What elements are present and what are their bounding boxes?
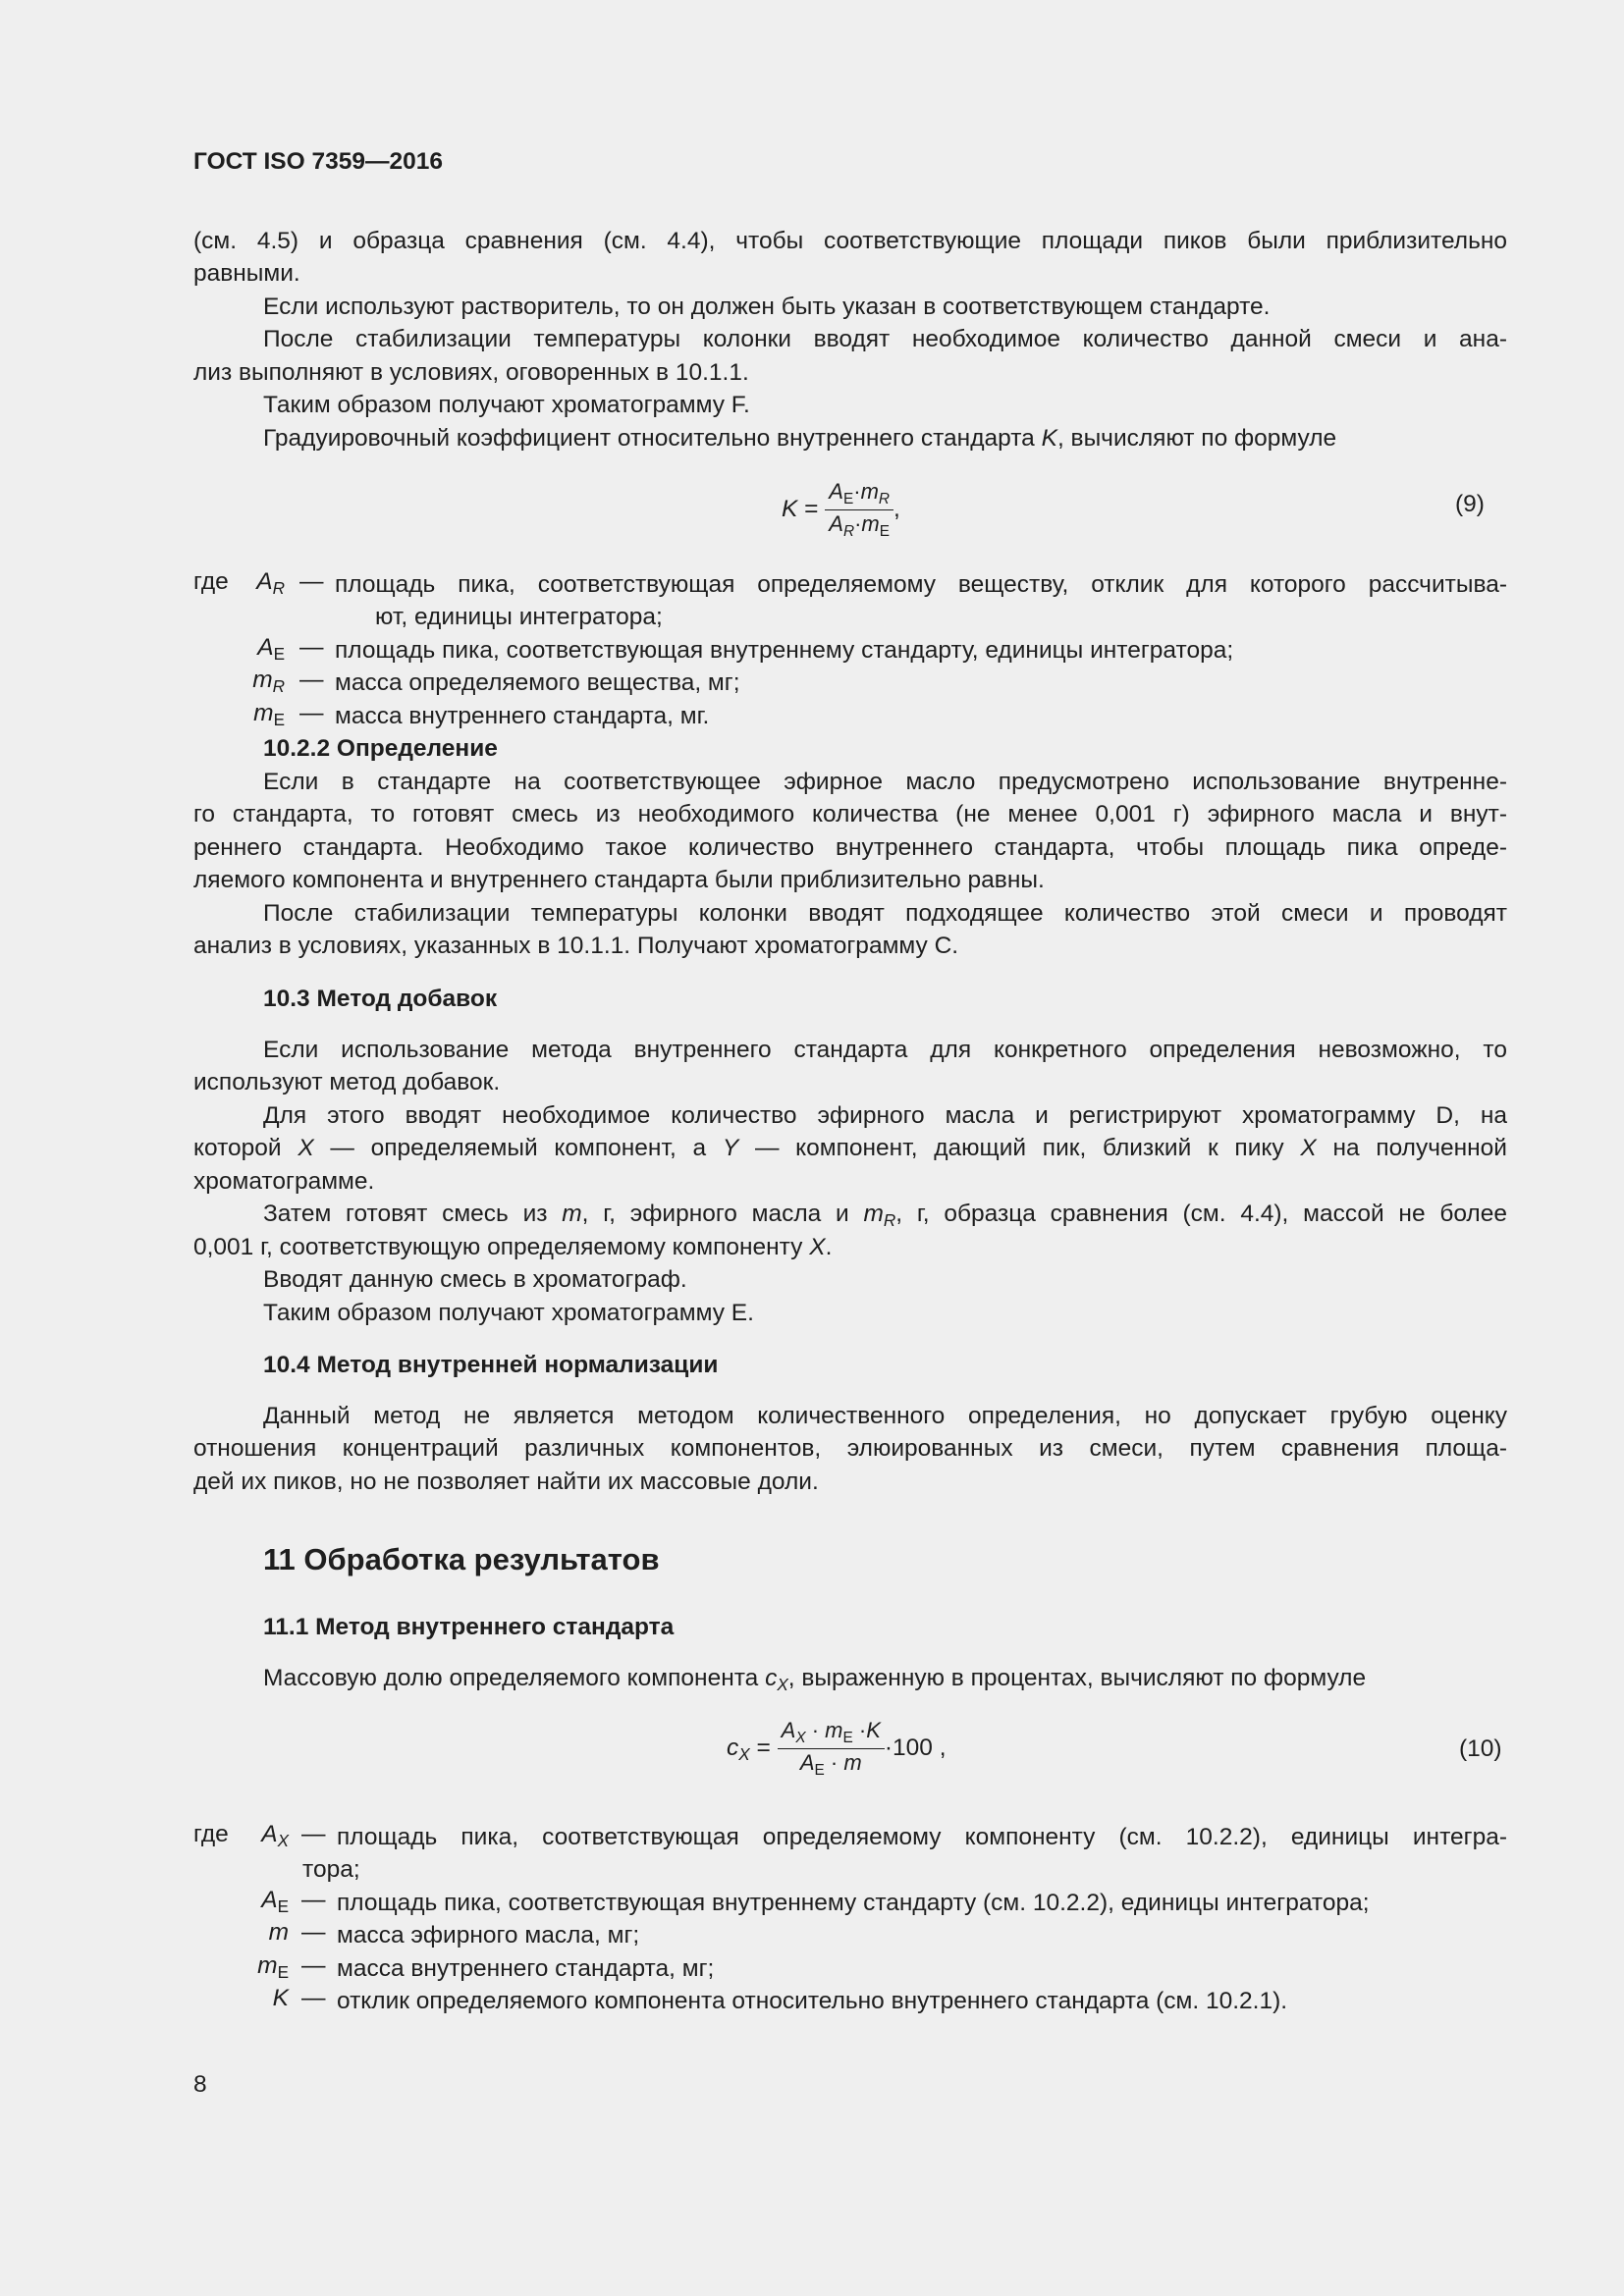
dash: — [301, 1919, 326, 1946]
definition-text: площадь пика, соответствующая определяемому веществу, отклик для которого рассчитыва- [335, 571, 1507, 598]
dash: — [301, 1985, 326, 2011]
definition-text: отклик определяемого компонента относительно внутреннего стандарта (см. 10.2.1). [337, 1988, 1288, 2014]
definition-text: площадь пика, соответствующая внутреннему стандарту, единицы интегратора; [335, 637, 1234, 664]
text-line: Данный метод не является методом количественного определения, но допускает грубую оценку [263, 1403, 1507, 1429]
equation-number: (9) [1455, 491, 1485, 517]
formula-10: $c_X$ = $\frac{A_X \cdot m_E \cdot K}{A_E \cdot m}$ ·100 , [727, 1718, 947, 1779]
symbol: $A_E$ [261, 1887, 289, 1916]
dash: — [299, 634, 324, 661]
text-line: хроматограмме. [193, 1168, 375, 1195]
text-line: После стабилизации температуры колонки вводят подходящее количество этой смеси и проводят [263, 900, 1507, 927]
where-label: где [193, 568, 229, 595]
chapter-heading: 11 Обработка результатов [263, 1542, 660, 1576]
text-line: реннего стандарта. Необходимо такое количество внутреннего стандарта, чтобы площадь пика опреде- [193, 834, 1507, 861]
definition-text: масса внутреннего стандарта, мг. [335, 703, 710, 729]
symbol: $A_X$ [261, 1821, 289, 1850]
text-line: Если в стандарте на соответствующее эфирное масло предусмотрено использование внутренне- [263, 769, 1507, 795]
text-line: Если используют растворитель, то он должен быть указан в соответствующем стандарте. [263, 294, 1271, 320]
definition-text: масса эфирного масла, мг; [337, 1922, 640, 1949]
text-line: го стандарта, то готовят смесь из необходимого количества (не менее 0,001 г) эфирного масла и внут- [193, 801, 1507, 828]
section-heading: 10.3 Метод добавок [263, 986, 498, 1012]
definition-text: ют, единицы интегратора; [375, 604, 663, 630]
text-line: 0,001 г, соответствующую определяемому компоненту X. [193, 1234, 833, 1260]
document-header: ГОСТ ISO 7359—2016 [193, 148, 443, 175]
text-line: Если использование метода внутреннего стандарта для конкретного определения невозможно, то [263, 1037, 1507, 1063]
text-line: Градуировочный коэффициент относительно внутреннего стандарта K, вычисляют по формуле [263, 425, 1337, 452]
text-line: Затем готовят смесь из m, г, эфирного масла и $m_R$, г, образца сравнения (см. 4.4), массой не более [263, 1201, 1507, 1230]
dash: — [301, 1821, 326, 1847]
symbol: K [272, 1985, 289, 2011]
text-line: отношения концентраций различных компонентов, элюированных из смеси, путем сравнения площа- [193, 1435, 1507, 1462]
text-line: Таким образом получают хроматограмму F. [263, 392, 750, 418]
definition-text: площадь пика, соответствующая внутреннему стандарту (см. 10.2.2), единицы интегратора; [337, 1890, 1370, 1916]
text-line: После стабилизации температуры колонки вводят необходимое количество данной смеси и ана- [263, 326, 1507, 352]
dash: — [301, 1952, 326, 1979]
definition-text: масса определяемого вещества, мг; [335, 669, 740, 696]
dash: — [299, 667, 324, 693]
dash: — [299, 568, 324, 595]
symbol: $m_E$ [253, 700, 285, 729]
symbol: $m_E$ [257, 1952, 289, 1982]
dash: — [299, 700, 324, 726]
text-line: дей их пиков, но не позволяет найти их массовые доли. [193, 1468, 819, 1495]
section-heading: 10.2.2 Определение [263, 735, 498, 762]
text-line: Таким образом получают хроматограмму Е. [263, 1300, 754, 1326]
symbol: $A_R$ [256, 568, 285, 598]
definition-text: площадь пика, соответствующая определяемому компоненту (см. 10.2.2), единицы интегра- [337, 1824, 1507, 1850]
definition-text: масса внутреннего стандарта, мг; [337, 1955, 715, 1982]
dash: — [301, 1887, 326, 1913]
text-line: Для этого вводят необходимое количество эфирного масла и регистрируют хроматограмму D, на [263, 1102, 1507, 1129]
symbol: m [268, 1919, 289, 1946]
text-line: Вводят данную смесь в хроматограф. [263, 1266, 687, 1293]
symbol: $A_E$ [257, 634, 285, 664]
text-line: которой X — определяемый компонент, а Y — компонент, дающий пик, близкий к пику X на полученной [193, 1135, 1507, 1161]
symbol: $m_R$ [252, 667, 285, 696]
page-number: 8 [193, 2071, 207, 2098]
where-label: где [193, 1821, 229, 1847]
text-line: (см. 4.5) и образца сравнения (см. 4.4), чтобы соответствующие площади пиков были приблизительно [193, 228, 1507, 254]
section-heading: 10.4 Метод внутренней нормализации [263, 1352, 719, 1378]
section-heading: 11.1 Метод внутреннего стандарта [263, 1614, 675, 1640]
formula-9: K = $\frac{A_E\cdot m_R}{A_R\cdot m_E}$ , [782, 479, 900, 540]
equation-number: (10) [1459, 1735, 1502, 1762]
text-line: равными. [193, 260, 300, 287]
text-line: лиз выполняют в условиях, оговоренных в 10.1.1. [193, 359, 749, 386]
text-line: используют метод добавок. [193, 1069, 501, 1095]
text-line: ляемого компонента и внутреннего стандарта были приблизительно равны. [193, 867, 1045, 893]
text-line: Массовую долю определяемого компонента $c_X$, выраженную в процентах, вычисляют по формуле [263, 1665, 1367, 1694]
definition-text: тора; [302, 1856, 360, 1883]
text-line: анализ в условиях, указанных в 10.1.1. Получают хроматограмму С. [193, 933, 959, 959]
